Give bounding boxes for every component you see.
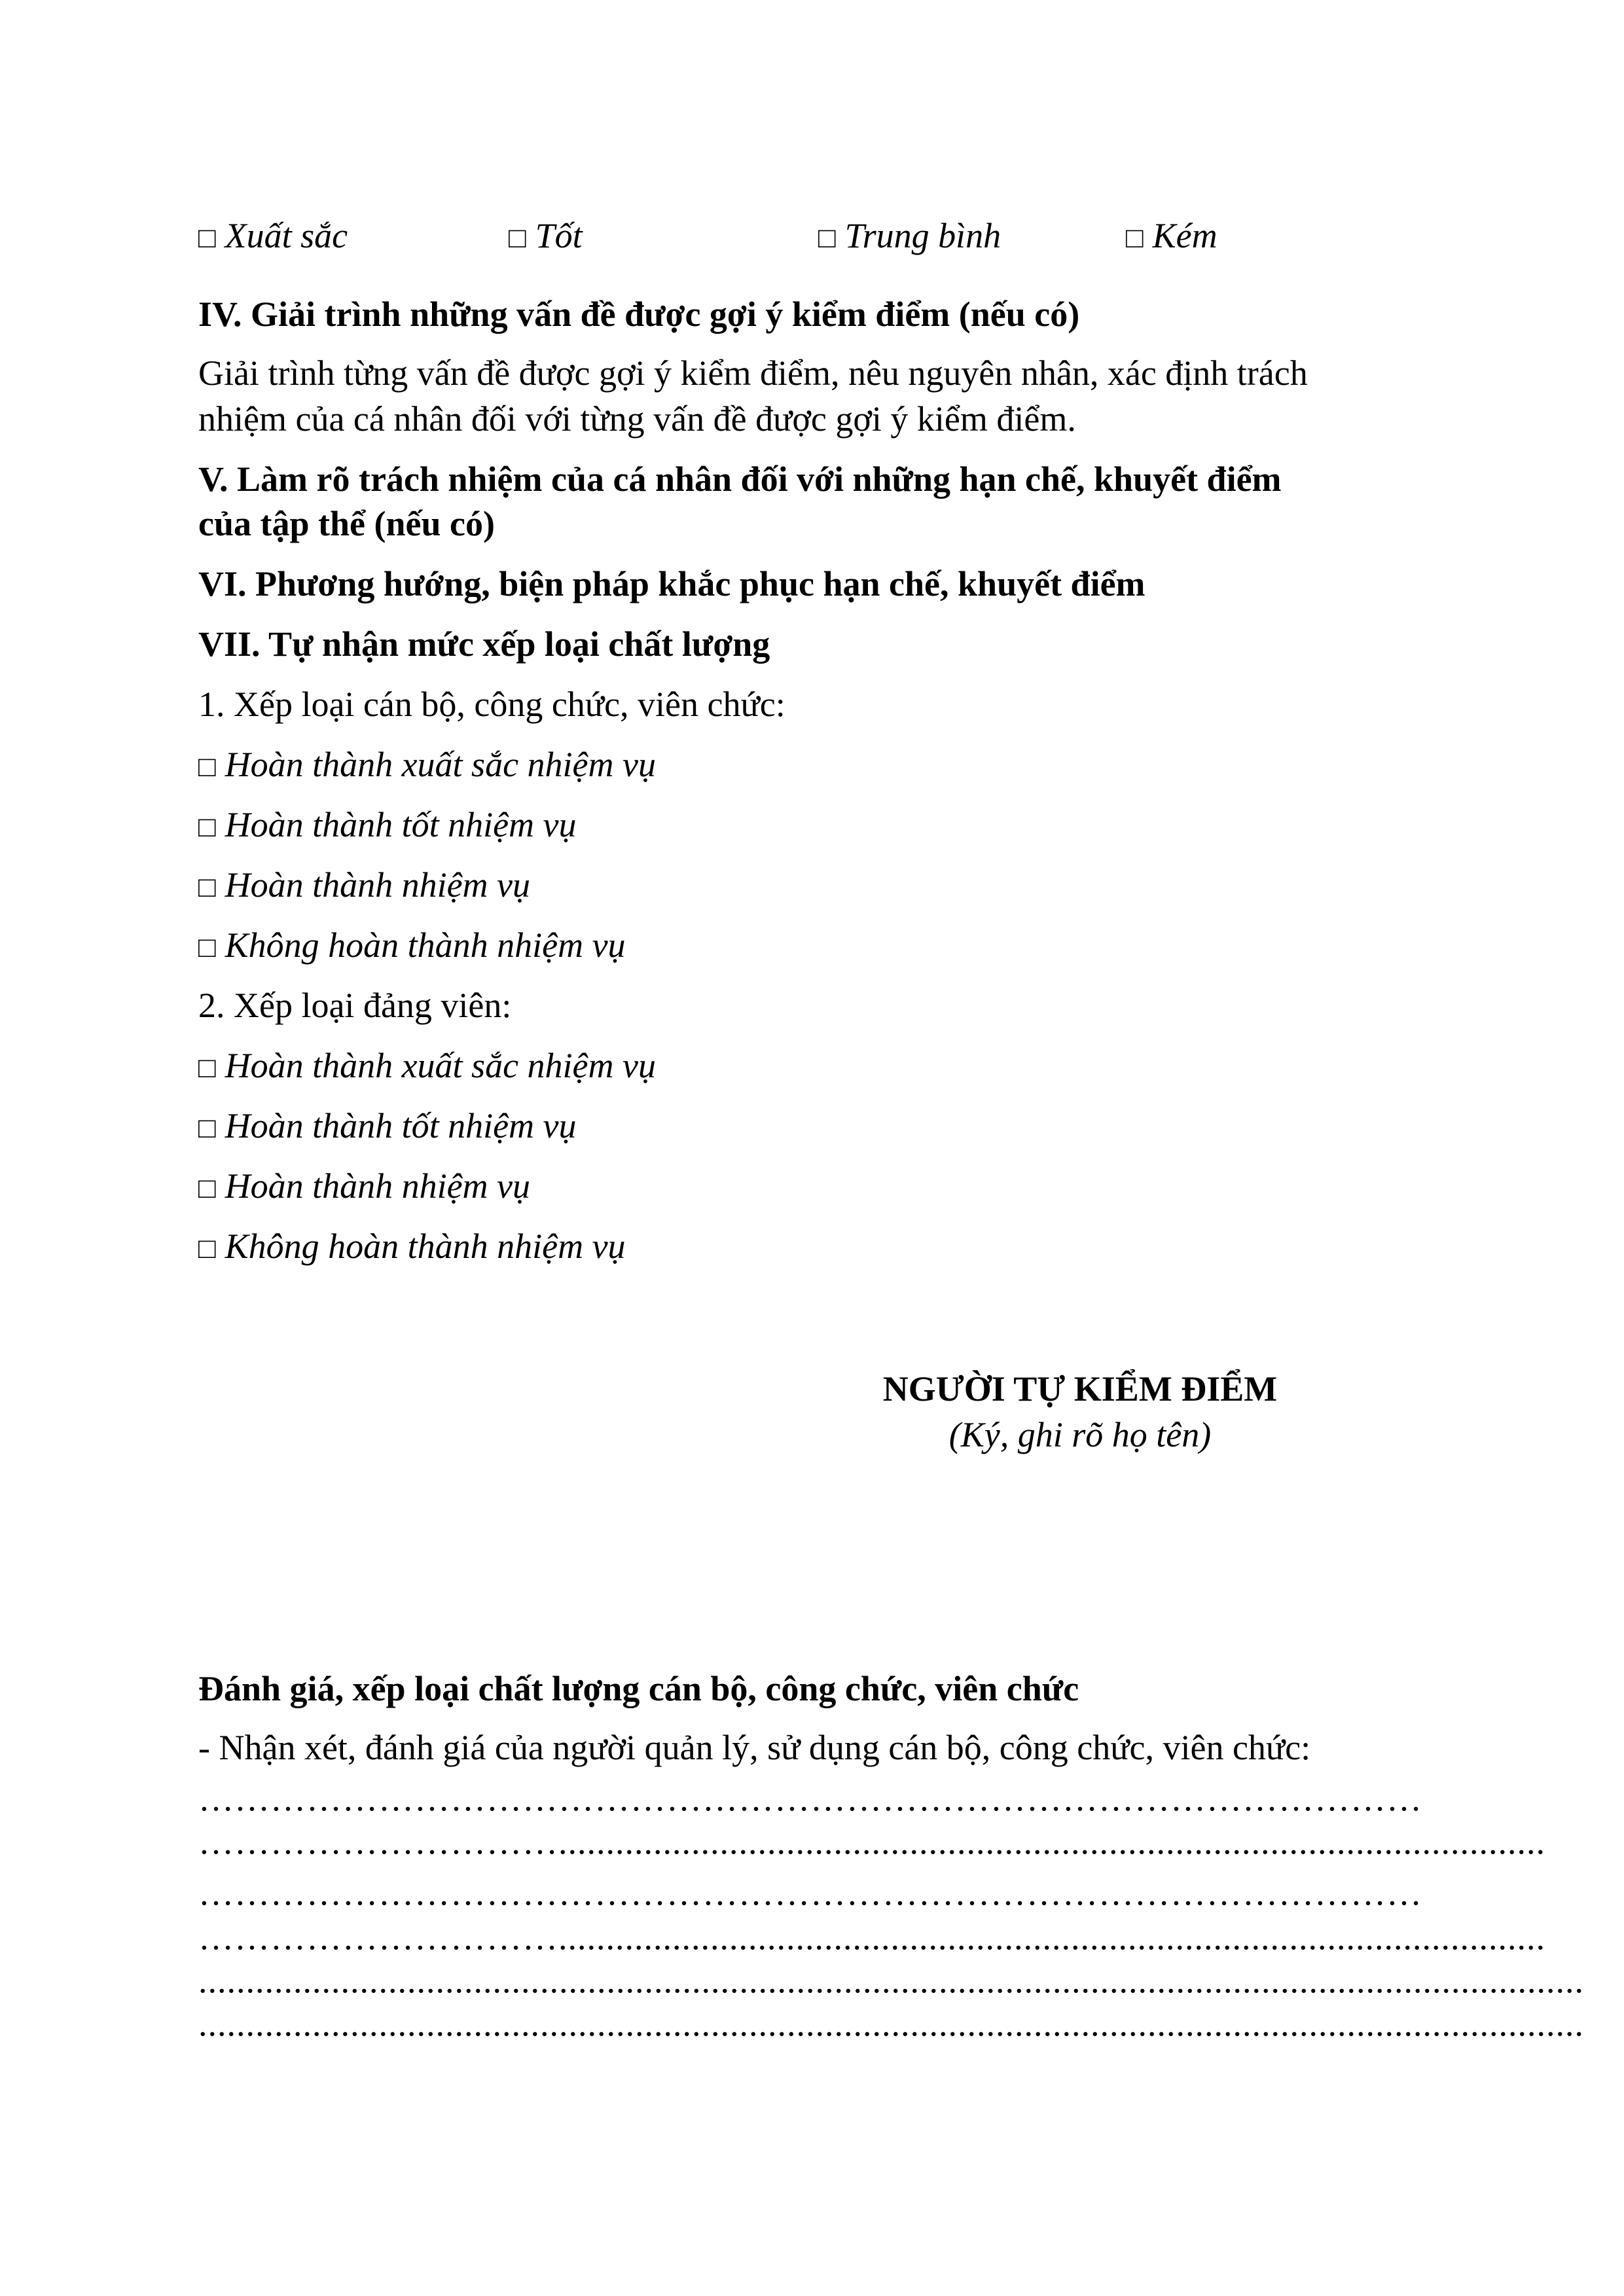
section-4-body-line-2: nhiệm của cá nhân đối với từng vấn đề được gợi ý kiểm điểm. (198, 399, 1076, 439)
group-2-option-1[interactable] (198, 1045, 656, 1089)
checkbox-icon[interactable]: □ (818, 222, 836, 254)
dotted-line-3[interactable]: ………………………………………………………………………………………… (198, 1873, 1422, 1912)
option-label: Kém (1152, 216, 1218, 255)
checkbox-icon[interactable]: □ (198, 931, 216, 963)
evaluation-heading: Đánh giá, xếp loại chất lượng cán bộ, công chức, viên chức (198, 1669, 1079, 1708)
checkbox-icon[interactable]: □ (198, 1232, 216, 1265)
dotted-line-6[interactable]: .................................................................................................................................................. (198, 2004, 1584, 2043)
signature-title: NGƯỜI TỰ KIỂM ĐIỂM (882, 1369, 1278, 1408)
section-4-heading: IV. Giải trình những vấn đề được gợi ý kiểm điểm (nếu có) (198, 295, 1080, 334)
section-4-body-line-1: Giải trình từng vấn đề được gợi ý kiểm điểm, nêu nguyên nhân, xác định trách (198, 353, 1308, 393)
rating-option-weak[interactable] (1126, 215, 1218, 259)
checkbox-icon[interactable]: □ (198, 871, 216, 903)
group-2-label: 2. Xếp loại đảng viên: (198, 986, 512, 1025)
section-6-heading: VI. Phương hướng, biện pháp khắc phục hạn chế, khuyết điểm (198, 564, 1146, 603)
checkbox-icon[interactable]: □ (1126, 222, 1144, 254)
option-label: Không hoàn thành nhiệm vụ (225, 925, 626, 965)
rating-option-good[interactable] (509, 215, 583, 259)
group-2-option-3[interactable] (198, 1165, 530, 1210)
group-1-option-4[interactable] (198, 924, 626, 969)
section-5-heading-line-2: của tập thể (nếu có) (198, 504, 495, 543)
checkbox-icon[interactable]: □ (509, 222, 526, 254)
checkbox-icon[interactable]: □ (198, 811, 216, 843)
option-label: Hoàn thành nhiệm vụ (225, 865, 531, 905)
section-7-heading: VII. Tự nhận mức xếp loại chất lượng (198, 624, 770, 664)
group-1-option-2[interactable] (198, 804, 577, 848)
checkbox-icon[interactable]: □ (198, 1112, 216, 1144)
dotted-line-1[interactable]: ………………………………………………………………………………………… (198, 1779, 1422, 1818)
dotted-line-2[interactable]: …………………………........................................................................................................ (198, 1822, 1545, 1861)
option-label: Hoàn thành xuất sắc nhiệm vụ (225, 1046, 656, 1085)
signature-note: (Ký, ghi rõ họ tên) (948, 1415, 1212, 1454)
group-1-label: 1. Xếp loại cán bộ, công chức, viên chức: (198, 685, 785, 724)
checkbox-icon[interactable]: □ (198, 751, 216, 783)
evaluation-comment-label: - Nhận xét, đánh giá của người quản lý, sử dụng cán bộ, công chức, viên chức: (198, 1728, 1311, 1767)
checkbox-icon[interactable]: □ (198, 222, 216, 254)
option-label: Không hoàn thành nhiệm vụ (225, 1227, 626, 1266)
option-label: Hoàn thành nhiệm vụ (225, 1166, 531, 1206)
option-label: Tốt (535, 216, 583, 255)
section-5-heading-line-1: V. Làm rõ trách nhiệm của cá nhân đối với những hạn chế, khuyết điểm (198, 459, 1282, 499)
checkbox-icon[interactable]: □ (198, 1052, 216, 1084)
group-1-option-1[interactable] (198, 744, 656, 788)
option-label: Trung bình (844, 216, 1001, 255)
group-2-option-2[interactable] (198, 1105, 577, 1149)
option-label: Xuất sắc (225, 216, 348, 255)
group-1-option-3[interactable] (198, 864, 530, 908)
checkbox-icon[interactable]: □ (198, 1172, 216, 1204)
rating-option-average[interactable] (818, 215, 1001, 259)
rating-options-row (0, 215, 1624, 257)
option-label: Hoàn thành xuất sắc nhiệm vụ (225, 745, 656, 784)
rating-option-excellent[interactable] (198, 215, 348, 259)
option-label: Hoàn thành tốt nhiệm vụ (225, 805, 577, 844)
group-2-option-4[interactable] (198, 1225, 626, 1270)
dotted-line-4[interactable]: …………………………........................................................................................................ (198, 1918, 1545, 1957)
option-label: Hoàn thành tốt nhiệm vụ (225, 1106, 577, 1145)
dotted-line-5[interactable]: .................................................................................................................................................. (198, 1961, 1584, 2000)
